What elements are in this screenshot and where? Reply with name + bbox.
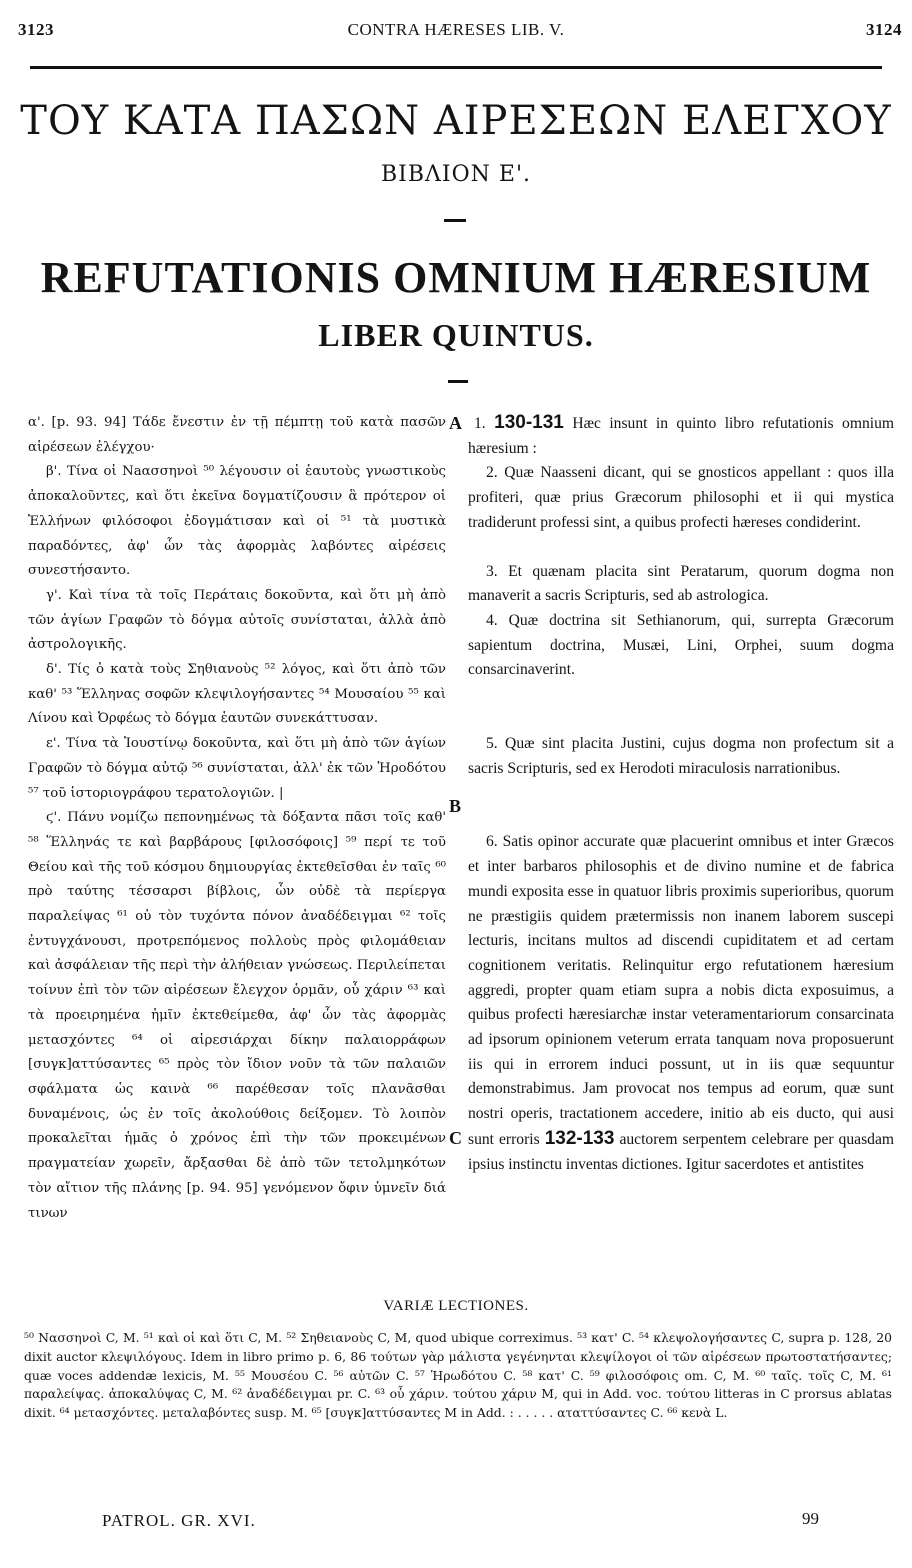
latin-column xyxy=(468,411,894,1177)
variae-lectiones-heading: VARIÆ LECTIONES. xyxy=(383,1298,529,1314)
subtitle-dash xyxy=(448,380,468,383)
latin-paragraph-1 xyxy=(468,411,894,461)
margin-marker-c: C xyxy=(449,1128,462,1148)
original-page-reference: 132-133 xyxy=(544,1127,615,1149)
latin-item-number: 1. xyxy=(474,415,486,432)
latin-title: REFUTATIONIS OMNIUM HÆRESIUM xyxy=(40,253,872,302)
latin-paragraph-2: 2. Quæ Naasseni dicant, qui se gnosticos appellant : quos illa profiteri, quæ prius Græcorum philosophi et ii qui mystica tradiderunt professi sint, a quibus profecti hæreses condiderint. xyxy=(468,464,894,531)
latin-paragraph-6-text-a: 6. Satis opinor accurate quæ placuerint omnibus et inter Græcos et inter barbaros philosophis et de divino numine et de fabrica mundi exposita esse in quatuor libris proximis superioribus, quorum ne præstigiis quidem prætermissis non inanem laborem suscepi lecturis, incitans multos ad discendi cupiditatem et ad certam cognitionem veritatis. Relinquitur ergo refutationem hæresium aggredi, propter quam etiam supra a nobis dicta exposuimus, a quibus profecti hæresiarchæ instar veteramentariorum consarcinata ad ipsorum opinionem veterum errata tanquam nova proposuerunt iis qui in errorem induci possunt, ut in iis quæ sequuntur demonstrabimus. Jam provocat nos tempus ad eorum, quæ sunt nostri operis, tractationem accedere, initio ab eis ducto, qui ausi sunt erroris xyxy=(468,833,894,1148)
greek-title: ΤΟΥ ΚΑΤΑ ΠΑΣΩΝ ΑΙΡΕΣΕΩΝ ΕΛΕΓΧΟΥ xyxy=(20,98,892,144)
header-rule xyxy=(30,66,882,69)
greek-paragraph-5: ε'. Τίνα τὰ Ἰουστίνῳ δοκοῦντα, καὶ ὅτι μὴ ἀπὸ τῶν ἁγίων Γραφῶν τὸ δόγμα αὐτῷ ⁵⁶ συνίσταται, ἀλλ' ἐκ τῶν Ἡροδότου ⁵⁷ τοῦ ἱστοριογράφου τερατολογιῶν. | xyxy=(28,736,446,801)
margin-marker-a: A xyxy=(449,413,462,433)
latin-paragraph-5: 5. Quæ sint placita Justini, cujus dogma non profectum sit a sacris Scripturis, sed ex Herodoti miraculosis narrationibus. xyxy=(468,735,894,777)
paragraph-spacer xyxy=(468,781,894,830)
latin-paragraph-1-text: Hæc insunt in quinto libro refutationis omnium hæresium : xyxy=(468,415,895,457)
paragraph-spacer xyxy=(468,683,894,732)
latin-paragraph-6 xyxy=(468,830,894,1177)
greek-paragraph-3: γ'. Καὶ τίνα τὰ τοῖς Περάταις δοκοῦντα, καὶ ὅτι μὴ ἀπὸ τῶν ἁγίων Γραφῶν τὸ δόγμα αὐτοῖς συνίσταται, ἀλλὰ ἀπὸ ἀστρολογικῆς. xyxy=(28,587,446,653)
running-head: CONTRA HÆRESES LIB. V. xyxy=(347,20,565,39)
latin-paragraph-6-text-b: auctorem serpentem celebrare per quasdam ipsius instinctu inventas dictiones. Igitur sacerdotes et antistites xyxy=(468,1130,894,1173)
greek-paragraph-6: ϛ'. Πάνυ νομίζω πεπονημένως τὰ δόξαντα πᾶσι τοῖς καθ' ⁵⁸ Ἕλληνάς τε καὶ βαρβάρους [φιλοσόφοις] ⁵⁹ περί τε τοῦ Θείου καὶ τῆς τοῦ κόσμου δημιουργίας ἐκτεθεῖσθαι ἐν ταῖς ⁶⁰ πρὸ ταύτης τέσσαρσι βίβλοις, ὧν οὐδὲ τὰ περίεργα παραλείψας ⁶¹ οὐ τὸν τυχόντα πόνον ἀναδέδειγμαι ⁶² τοῖς ἐντυγχάνουσι, προτρεπόμενος πολλοὺς πρὸς φιλομάθειαν καὶ ἀσφάλειαν τῆς περὶ τὴν ἀλήθειαν γνώσεως. Περιλείπεται τοίνυν ἐπὶ τὸν τῶν αἱρέσεων ἔλεγχον ὁρμᾶν, οὗ χάριν ⁶³ καὶ τὰ προειρημένα ἡμῖν ἐκτεθείμεθα, ἀφ' ὧν τὰς ἀφορμὰς μετασχόντες ⁶⁴ οἱ αἱρεσιάρχαι δίκην παλαιορράφων [συγκ]αττύσαντες ⁶⁵ πρὸς τὸν ἴδιον νοῦν τὰ τῶν παλαιῶν σφάλματα ὡς καινὰ ⁶⁶ παρέθεσαν τοῖς πλανᾶσθαι δυναμένοις, ὡς ἐν τοῖς ἀκολούθοις δείξομεν. Τὸ λοιπὸν προκαλεῖται ἡμᾶς ὁ χρόνος ἐπὶ τὴν τῶν προκειμένων πραγματείαν χωρεῖν, ἄρξασθαι δὲ ἀπὸ τῶν τετολμηκότων τὸν αἴτιον τῆς πλάνης [p. 94. 95] γενόμενον ὄφιν ὑμνεῖν διά τινων xyxy=(28,810,446,1221)
greek-column xyxy=(28,411,446,1226)
greek-subtitle: ΒΙΒΛΙΟΝ Ε'. xyxy=(381,162,531,187)
greek-paragraph-4: δ'. Τίς ὁ κατὰ τοὺς Σηθιανοὺς ⁵² λόγος, καὶ ὅτι ἀπὸ τῶν καθ' ⁵³ Ἕλληνας σοφῶν κλεψιλογήσαντες ⁵⁴ Μουσαίου ⁵⁵ καὶ Λίνου καὶ Ὀρφέως τὸ δόγμα ἑαυτῶν συνεκάττυσαν. xyxy=(28,662,446,727)
original-page-reference: 130-131 xyxy=(494,412,564,433)
footer-series: PATROL. GR. XVI. xyxy=(102,1511,256,1530)
left-page-number: 3123 xyxy=(18,20,54,39)
greek-paragraph-2: β'. Τίνα οἱ Νaασσηνοὶ ⁵⁰ λέγουσιν οἱ ἑαυτοὺς γνωστικοὺς ἀποκαλοῦντες, καὶ ὅτι ἐκεῖνα δογματίζουσιν ἃ πρότερον οἱ Ἑλλήνων φιλόσοφοι ἐδογμάτισαν καὶ οἱ ⁵¹ τὰ μυστικὰ παραδόντες, ἀφ' ὧν τὰς ἀφορμὰς λαβόντες αἱρέσεις συνεστήσαντο. xyxy=(28,464,446,579)
latin-paragraph-3: 3. Et quænam placita sint Peratarum, quorum dogma non manaverit a sacris Scripturis, sed ab astrologica. xyxy=(468,562,894,605)
latin-subtitle: LIBER QUINTUS. xyxy=(318,317,594,353)
title-dash xyxy=(444,219,466,222)
right-page-number: 3124 xyxy=(866,20,902,39)
greek-paragraph-1: α'. [p. 93. 94] Τάδε ἔνεστιν ἐν τῇ πέμπτῃ τοῦ κατὰ πασῶν αἱρέσεων ἐλέγχου· xyxy=(28,415,446,455)
footer-sheet-number: 99 xyxy=(802,1509,819,1528)
paragraph-spacer xyxy=(468,536,894,560)
variae-lectiones-notes: ⁵⁰ Νασσηνοὶ C, M. ⁵¹ καὶ οἱ καὶ ὅτι C, M. ⁵² Σηθειανοὺς C, M, quod ubique correximus. ⁵³ κατ' C. ⁵⁴ κλεψολογήσαντες C, supra p. 128, 20 dixit auctor κλεψιλόγους. Idem in libro primo p. 6, 86 τούτων γὰρ μάλιστα γεγένηνται κλεψίλογοι οἱ τῶν αἱρέσεων πρωτοστατήσαντες; quæ voces addendæ lexicis, M. ⁵⁵ Μουσέου C. ⁵⁶ αὐτῶν C. ⁵⁷ Ἡρωδότου C. ⁵⁸ κατ' C. ⁵⁹ φιλοσόφοις om. C, M. ⁶⁰ ταῖς. τοῖς C, M. ⁶¹ παραλείψας. ἀποκαλύψας C, M. ⁶² ἀναδέδειγμαι pr. C. ⁶³ οὗ χάριν. τούτου χάριν M, qui in Add. voc. τούτου litteras in C prorsus ablatas dixit. ⁶⁴ μετασχόντες. μεταλαβόντες susp. M. ⁶⁵ [συγκ]αττύσαντες M in Add. : . . . . . αταττύσαντες C. ⁶⁶ κενὰ L. xyxy=(24,1330,892,1421)
latin-paragraph-4: 4. Quæ doctrina sit Sethianorum, qui, surrepta Græcorum sapientum doctrina, Musæi, Lini, Orphei, suum dogma consarcinaverint. xyxy=(468,611,894,679)
margin-marker-b: B xyxy=(449,796,462,816)
